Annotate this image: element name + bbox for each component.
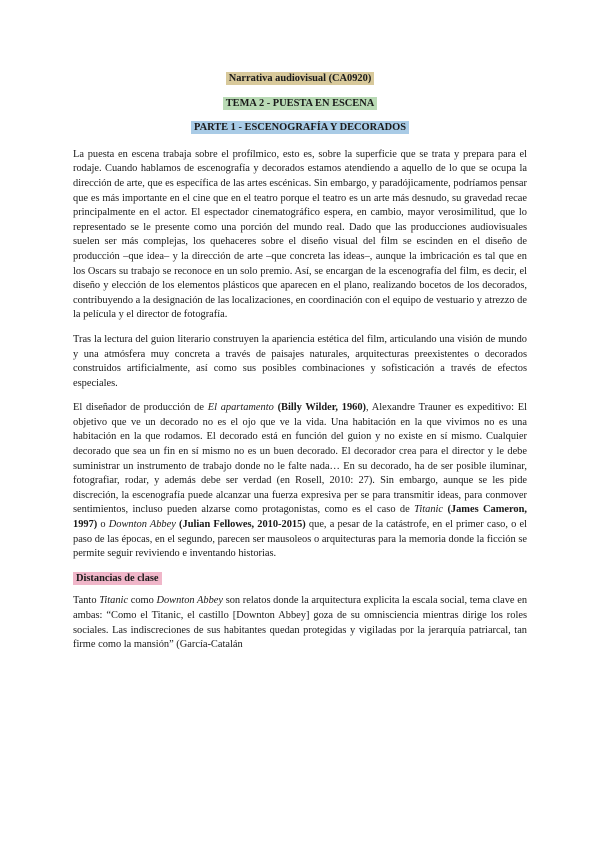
p3-film-downton: Downton Abbey [108, 519, 176, 531]
p3-text-4: que, a pesar de la catástrofe, en el primer caso, o el paso de las épocas, en el segundo, parecen ser mausoleos o arquitecturas para la memoria donde la ficción se permite seguir reviviendo e inventando historias. [73, 519, 528, 560]
paragraph-4 [73, 594, 527, 652]
p3-text-3: o [97, 519, 109, 531]
p4-text-3: son relatos donde la arquitectura explicita la escala social, tema clave en ambas: “Como el Titanic, el castillo [Downton Abbey] goza de su omnisciencia mientras dirige los roles sociales. Las indiscreciones de sus habitantes quedan protegidas y vigiladas por la jerarquía patriarcal, tan firme como la mansión” (García-Catalán [73, 595, 528, 651]
section-heading-distancias: Distancias de clase [73, 572, 162, 585]
p3-film-titanic: Titanic [414, 504, 444, 516]
paragraph-2: Tras la lectura del guion literario construyen la apariencia estética del film, articulando una visión de mundo y una atmósfera muy concreta a través de paisajes naturales, arquitecturas preexistentes o decorados construidos artificialmente, así como sus posibles combinaciones y sofisticación a través de efectos especiales. [73, 333, 527, 389]
p3-text-2: , Alexandre Trauner es expeditivo: El objetivo que ve un decorado no es el ojo que ve la vida. Una habitación en la que vivimos no es una habitación en la que rodamos. El decorado está en función del guion y no existe en sí mismo. Cualquier decorado que sea un fin en sí mismo no es un buen decorado. El decorador crea para el director y le debe suministrar un instrumento de trabajo donde no le falte nada… En su decorado, ha de ser posible iluminar, fotografiar, rodar, y además debe ser verdad (en Rosell, 2010: 27). Sin embargo, aunque se les pide discreción, la escenografía puede alcanzar una fuerza expresiva per se para transmitir ideas, para conmover sentimientos, incluso pueden alzarse como protagonistas, como es el caso de [73, 402, 527, 516]
p4-text-2: como [128, 595, 157, 607]
paragraph-1: La puesta en escena trabaja sobre el profílmico, esto es, sobre la superficie que se trata y prepara para el rodaje. Cuando hablamos de escenografía y decorados estamos atendiendo a aquello de lo que se ocupa la dirección de arte, que es específica de las artes escénicas. Sin embargo, y paradójicamente, podríamos pensar que es más importante en el cine que en el teatro porque el teatro es un arte más desnudo, su gravedad recae principalmente en el actor. El espectador cinematográfico espera, en cambio, mayor verosimilitud, que lo representado se le presente como una porción del mundo real. Dado que las producciones audiovisuales suelen ser más complejas, los quehaceres sobre el diseño visual del film se escinden en el diseño de producción –que idea– y la dirección de arte –que concreta las ideas–, aunque la imbricación es tal que en los Oscars su trabajo se reconoce en un solo premio. Así, se encargan de la escenografía del film, es decir, el diseño y elección de los elementos plásticos que aparecen en el plano, realizando bocetos de los decorados, contribuyendo a la designación de las localizaciones, en coordinación con el equipo de vestuario y atrezzo de la película y el director de fotografía. [73, 148, 527, 321]
p4-text-1: Tanto [73, 595, 100, 607]
tema-heading: TEMA 2 - PUESTA EN ESCENA [223, 97, 377, 110]
p3-film-apartamento: El apartamento [207, 402, 274, 414]
course-title: Narrativa audiovisual (CA0920) [226, 72, 375, 85]
p3-credit-wilder: (Billy Wilder, 1960) [277, 402, 366, 414]
parte-heading: PARTE 1 - ESCENOGRAFÍA Y DECORADOS [191, 121, 409, 134]
tema-line [73, 97, 527, 112]
paragraph-3 [73, 401, 527, 562]
course-title-line [73, 72, 527, 87]
p3-credit-cameron: (James Cameron, 1997) [73, 504, 527, 531]
section-heading-line [73, 572, 527, 587]
p3-text-1: El diseñador de producción de [73, 402, 208, 414]
parte-line [73, 121, 527, 136]
p3-credit-fellowes: (Julian Fellowes, 2010-2015) [179, 519, 306, 531]
p4-film-titanic: Titanic [99, 595, 129, 607]
p4-film-downton: Downton Abbey [156, 595, 224, 607]
